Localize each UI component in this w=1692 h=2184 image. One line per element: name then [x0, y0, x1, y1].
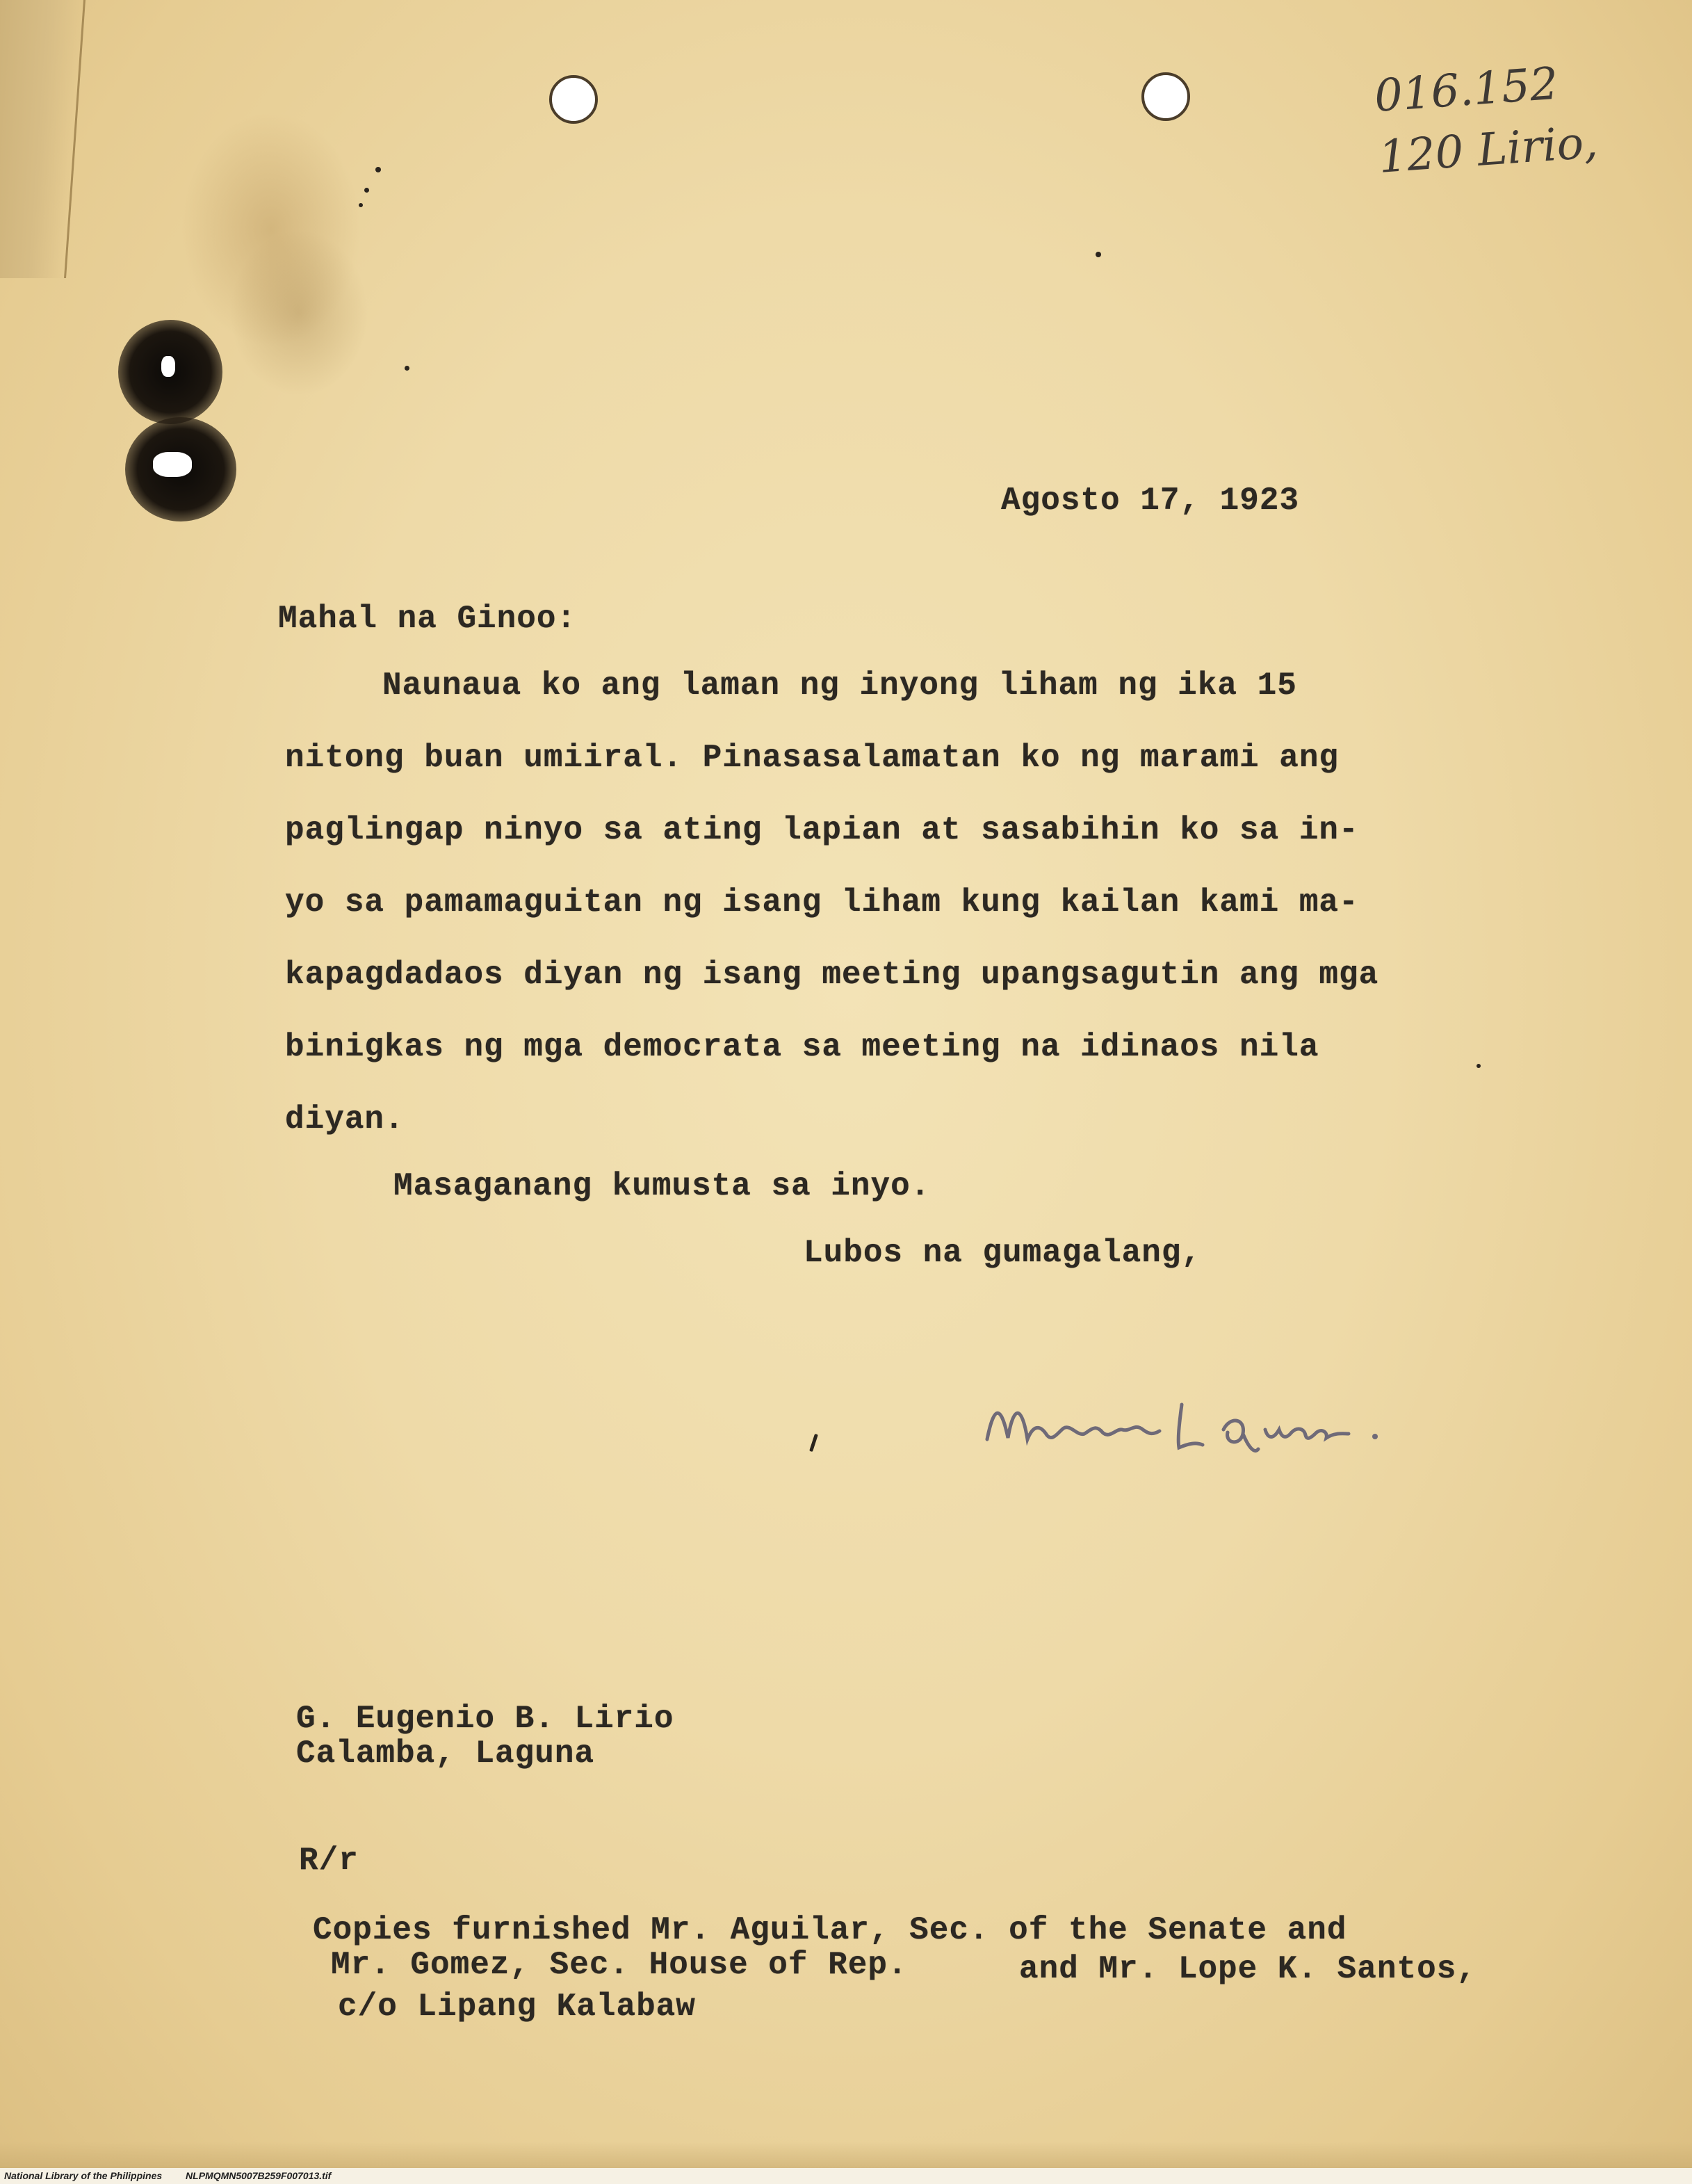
body-line: Naunaua ko ang laman ng inyong liham ng ika 15: [382, 668, 1297, 704]
body-line: diyan.: [285, 1101, 405, 1138]
punch-hole-right: [1141, 72, 1190, 121]
body-line: yo sa pamamaguitan ng isang liham kung kailan kami ma-: [285, 884, 1359, 921]
handwritten-signature: [973, 1384, 1390, 1467]
recipient-name: G. Eugenio B. Lirio: [296, 1701, 674, 1737]
paper-stain: [181, 111, 361, 348]
copies-furnished-line: c/o Lipang Kalabaw: [338, 1989, 696, 2025]
tape-strip: [0, 0, 86, 278]
archive-footer: [0, 2168, 1692, 2184]
burn-hole: [153, 452, 192, 477]
body-line: binigkas ng mga democrata sa meeting na idinaos nila: [285, 1029, 1319, 1065]
letter-closing: Lubos na gumagalang,: [804, 1235, 1202, 1271]
burn-hole: [161, 356, 175, 377]
ink-speck: [405, 366, 409, 371]
ink-speck: [375, 167, 381, 172]
file-code: NLPMQMN5007B259F007013.tif: [186, 2170, 332, 2181]
copies-furnished-line: Copies furnished Mr. Aguilar, Sec. of the Senate and: [313, 1912, 1347, 1948]
paper-edge-shadow: [0, 2142, 1692, 2168]
pencil-mark: [809, 1434, 818, 1452]
reference-initials: R/r: [299, 1843, 359, 1879]
recipient-place: Calamba, Laguna: [296, 1736, 595, 1772]
body-line: nitong buan umiiral. Pinasasalamatan ko ng marami ang: [285, 740, 1340, 776]
copies-furnished-line: Mr. Gomez, Sec. House of Rep.: [331, 1947, 908, 1983]
letter-date: Agosto 17, 1923: [1001, 483, 1300, 519]
body-line: kapagdadaos diyan ng isang meeting upangsagutin ang mga: [285, 957, 1379, 993]
letter-salutation: Mahal na Ginoo:: [278, 601, 577, 637]
library-credit: National Library of the Philippines: [4, 2170, 163, 2181]
body-line: paglingap ninyo sa ating lapian at sasabihin ko sa in-: [285, 812, 1359, 848]
ink-speck: [1096, 252, 1101, 257]
archive-note-line: 016.152: [1372, 58, 1560, 123]
copies-furnished-line: and Mr. Lope K. Santos,: [1019, 1951, 1477, 1987]
archive-pencil-note: [1372, 51, 1600, 188]
ink-speck: [1477, 1064, 1481, 1068]
paper-stain: [229, 229, 368, 396]
ink-speck: [359, 203, 363, 207]
letter-greeting: Masaganang kumusta sa inyo.: [393, 1168, 931, 1204]
punch-hole-left: [549, 75, 598, 124]
archive-note-line: 120 Lirio,: [1376, 116, 1600, 184]
ink-speck: [364, 188, 369, 193]
